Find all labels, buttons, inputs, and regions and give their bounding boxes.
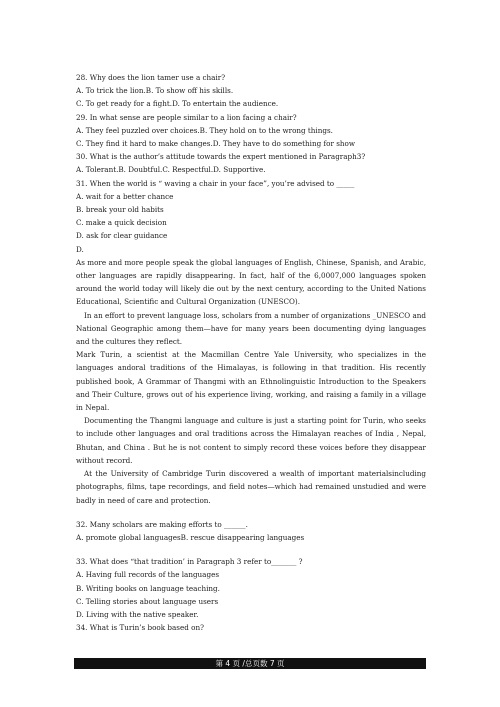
passage-paragraph: Mark Turin, a scientist at the Macmillan Centre Yale University, who specializes in the languages andoral traditions of the Himalayas, is following in that tradition. His recently published book, A Grammar of Thangmi with an Ethnolinguistic Introduction to the Speakers and Their Culture, grows out of his experience living, working, and raising a family in a village in Nepal. bbox=[76, 350, 426, 413]
option-line: A. promote global languagesB. rescue disappearing languages bbox=[76, 532, 305, 542]
option-line: C. To get ready for a fight.D. To entertain the audience. bbox=[76, 99, 279, 109]
option-line: C. make a quick decision bbox=[76, 218, 167, 228]
option-line: C. Telling stories about language users bbox=[76, 596, 219, 606]
option-line: C. They find it hard to make changes.D. They have to do something for show bbox=[76, 139, 355, 149]
option-line: D. bbox=[76, 244, 84, 254]
option-line: D. ask for clear guidance bbox=[76, 231, 168, 241]
passage-paragraph: Documenting the Thangmi language and culture is just a starting point for Turin, who seeks to include other languages and oral traditions across the Himalayan reaches of India , Nepal, Bhutan, and China . But he is not content to simply record these voices before they disappear without record. bbox=[76, 416, 426, 465]
option-line: A. Tolerant.B. Doubtful.C. Respectful.D. Supportive. bbox=[76, 165, 266, 175]
passage-paragraph: In an effort to prevent language loss, scholars from a number of organizations _UNESCO and National Geographic among them—have for many years been documenting dying languages and the cultures they reflect. bbox=[76, 310, 426, 347]
question-29: 29. In what sense are people similar to a lion facing a chair? bbox=[76, 112, 297, 122]
option-line: A. They feel puzzled over choices.B. They hold on to the wrong things. bbox=[76, 125, 333, 135]
question-30: 30. What is the author’s attitude towards the expert mentioned in Paragraph3? bbox=[76, 152, 366, 162]
document-content bbox=[76, 71, 426, 634]
passage-paragraph: As more and more people speak the global languages of English, Chinese, Spanish, and Arabic, other languages are rapidly disappearing. In fact, half of the 6,0007,000 languages spoken around the world today will likely die out by the next century, according to the United Nations Educational, Scientific and Cultural Organization (UNESCO). bbox=[76, 257, 426, 307]
option-line: B. Writing books on language teaching. bbox=[76, 583, 220, 593]
option-line: A. To trick the lion.B. To show off his skills. bbox=[76, 86, 234, 96]
option-line: A. Having full records of the languages bbox=[76, 570, 220, 580]
question-28: 28. Why does the lion tamer use a chair? bbox=[76, 73, 226, 82]
spacer bbox=[76, 507, 426, 518]
question-31: 31. When the world is “ waving a chair in your face”, you’re advised to _____ bbox=[76, 178, 355, 188]
question-34: 34. What is Turin’s book based on? bbox=[76, 623, 204, 633]
option-line: D. Living with the native speaker. bbox=[76, 609, 199, 619]
spacer bbox=[76, 544, 426, 555]
question-33: 33. What does “that tradition’ in Paragraph 3 refer to_______ ? bbox=[76, 557, 303, 567]
page-footer bbox=[74, 658, 426, 669]
passage-paragraph: At the University of Cambridge Turin discovered a wealth of important materialsincluding photographs, films, tape recordings, and field notes—which had remained unstudied and were badly in need of care and protection. bbox=[76, 469, 426, 505]
question-32: 32. Many scholars are making efforts to ______. bbox=[76, 519, 248, 529]
option-line: B. break your old habits bbox=[76, 205, 164, 215]
page-number-label: 第 4 页 /总页数 7 页 bbox=[215, 659, 285, 668]
option-line: A. wait for a better chance bbox=[76, 191, 174, 201]
